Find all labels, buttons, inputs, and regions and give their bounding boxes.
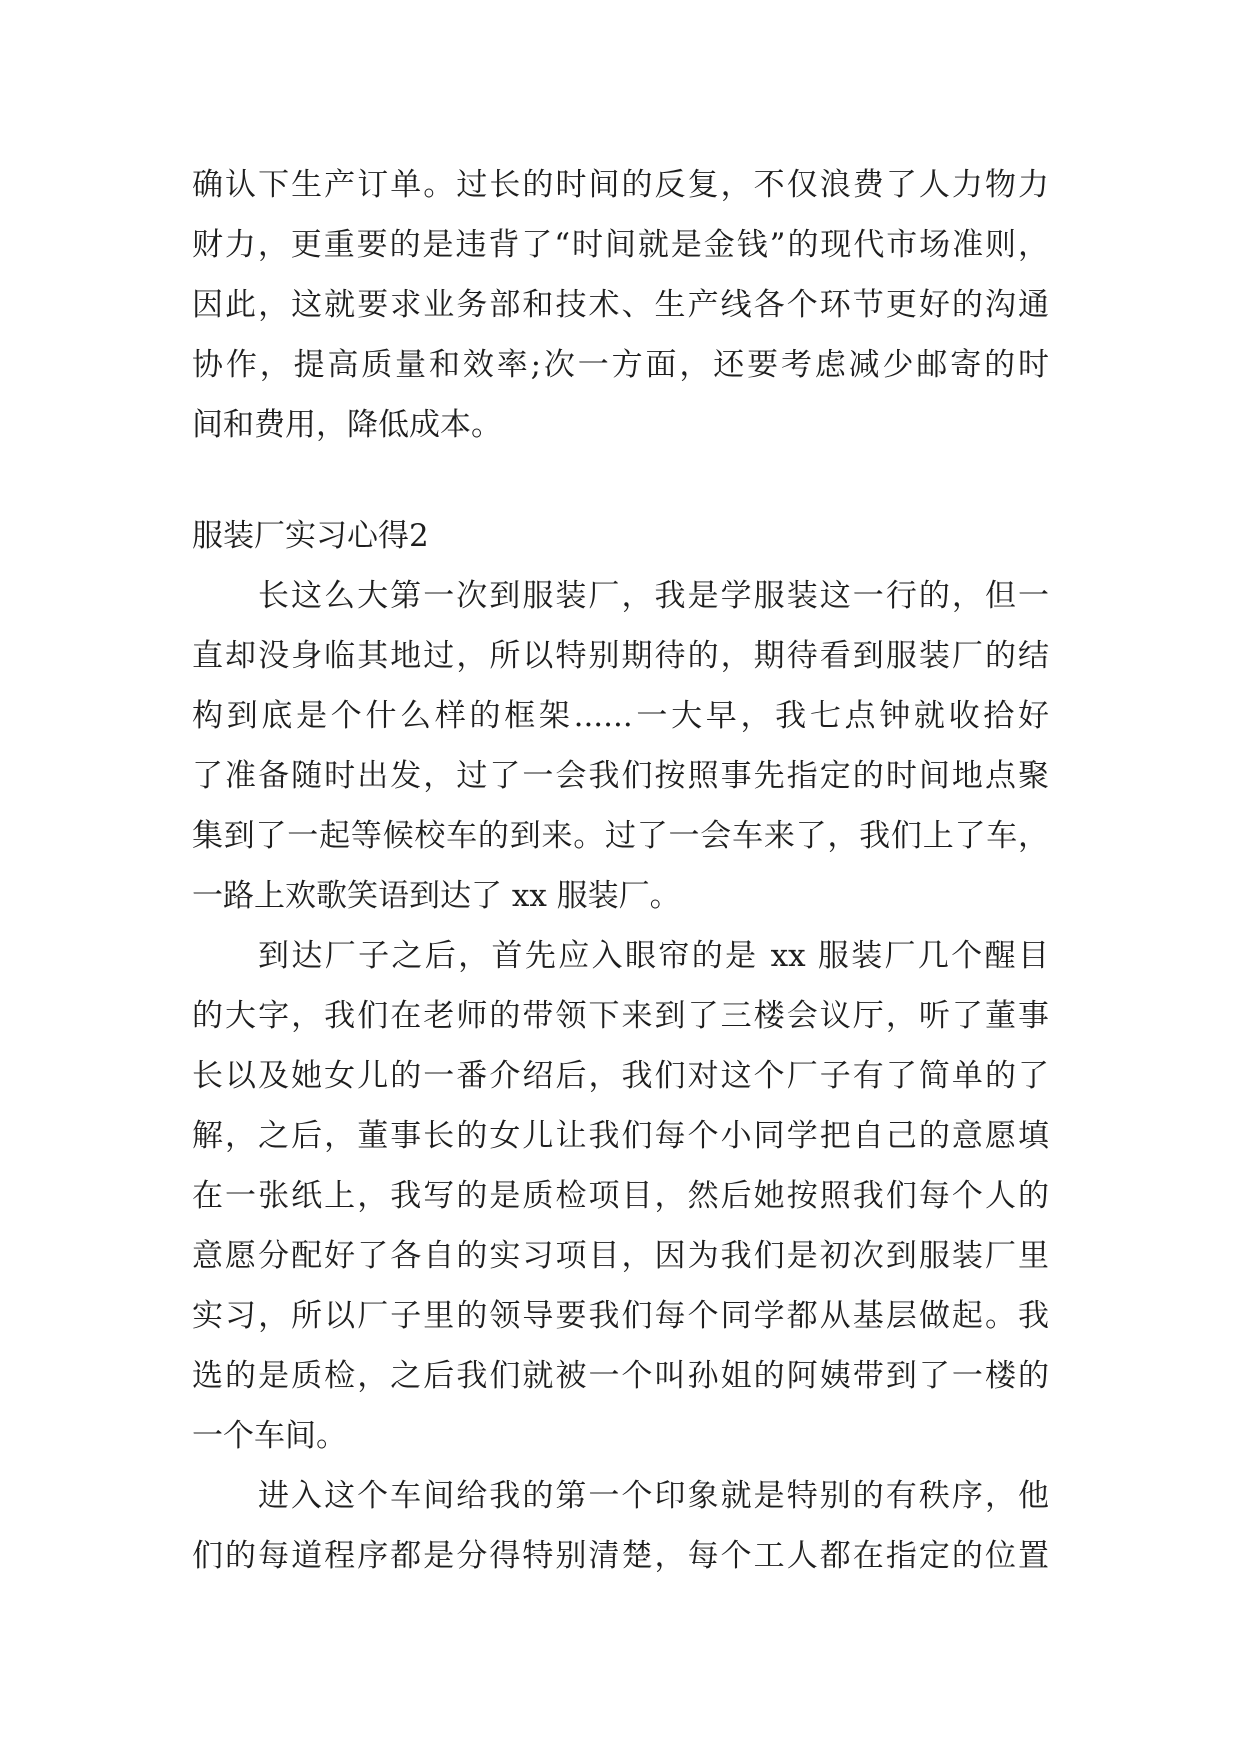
text-line: 的大字，我们在老师的带领下来到了三楼会议厅，听了董事 (192, 998, 1049, 1034)
intro-paragraph (192, 155, 1049, 455)
text-line: 在一张纸上，我写的是质检项目，然后她按照我们每个人的 (192, 1178, 1049, 1214)
text-line: 们的每道程序都是分得特别清楚，每个工人都在指定的位置 (192, 1538, 1049, 1574)
document-page (192, 155, 1049, 1586)
paragraph (192, 566, 1049, 926)
text-line: 选的是质检，之后我们就被一个叫孙姐的阿姨带到了一楼的 (192, 1358, 1049, 1394)
text-line: 集到了一起等候校车的到来。过了一会车来了，我们上了车， (192, 818, 1049, 854)
paragraph (192, 1466, 1049, 1586)
text-line: 构到底是个什么样的框架......一大早，我七点钟就收拾好 (192, 698, 1049, 734)
section-heading: 服装厂实习心得2 (192, 518, 429, 554)
text-line: 实习，所以厂子里的领导要我们每个同学都从基层做起。我 (192, 1298, 1049, 1334)
text-line: 解，之后，董事长的女儿让我们每个小同学把自己的意愿填 (192, 1118, 1049, 1154)
text-line: 长这么大第一次到服装厂，我是学服装这一行的，但一 (258, 578, 1049, 614)
paragraph (192, 926, 1049, 1466)
text-line: 间和费用，降低成本。 (192, 407, 502, 443)
text-line: 长以及她女儿的一番介绍后，我们对这个厂子有了简单的了 (192, 1058, 1049, 1094)
text-line: 一个车间。 (192, 1418, 347, 1454)
text-line: 确认下生产订单。过长的时间的反复，不仅浪费了人力物力 (192, 167, 1049, 203)
text-line: 协作，提高质量和效率;次一方面，还要考虑减少邮寄的时 (192, 347, 1049, 383)
text-line: 了准备随时出发，过了一会我们按照事先指定的时间地点聚 (192, 758, 1049, 794)
text-line: 意愿分配好了各自的实习项目，因为我们是初次到服装厂里 (192, 1238, 1049, 1274)
text-line: 进入这个车间给我的第一个印象就是特别的有秩序，他 (258, 1478, 1049, 1514)
text-line: 一路上欢歌笑语到达了 xx 服装厂。 (192, 878, 681, 914)
text-line: 到达厂子之后，首先应入眼帘的是 xx 服装厂几个醒目 (258, 938, 1049, 974)
text-line: 直却没身临其地过，所以特别期待的，期待看到服装厂的结 (192, 638, 1049, 674)
text-line: 财力，更重要的是违背了“时间就是金钱”的现代市场准则， (192, 227, 1049, 263)
text-line: 因此，这就要求业务部和技术、生产线各个环节更好的沟通 (192, 287, 1049, 323)
